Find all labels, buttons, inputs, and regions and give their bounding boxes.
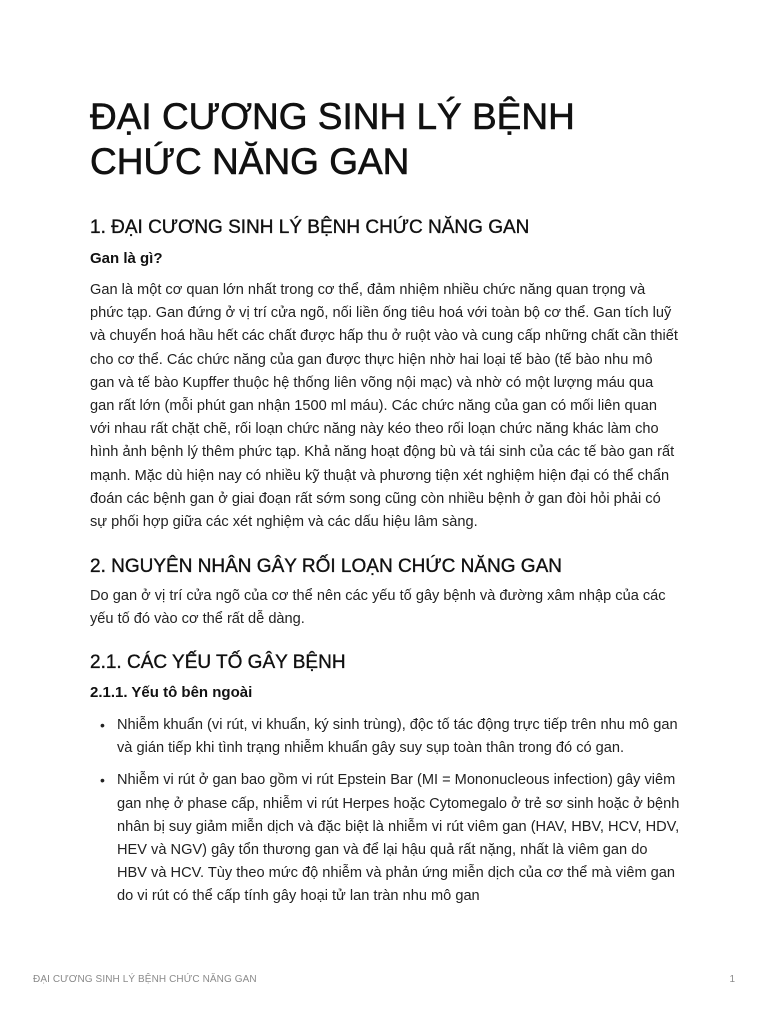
- list-item: [90, 769, 680, 908]
- section-2-paragraph: Do gan ở vị trí cửa ngõ của cơ thể nên các yếu tố gây bệnh và đường xâm nhập của các yếu tố đó vào cơ thể rất dễ dàng.: [90, 588, 666, 628]
- document-title: ĐẠI CƯƠNG SINH LÝ BỆNH CHỨC NĂNG GAN: [90, 96, 575, 182]
- footer-running-title: ĐẠI CƯƠNG SINH LÝ BỆNH CHỨC NĂNG GAN: [33, 974, 257, 985]
- section-1-heading: 1. ĐẠI CƯƠNG SINH LÝ BỆNH CHỨC NĂNG GAN: [90, 217, 530, 238]
- section-2-1-heading: 2.1. CÁC YẾU TỐ GÂY BỆNH: [90, 652, 346, 673]
- section-2-1-1-subheading: 2.1.1. Yếu tô bên ngoài: [90, 684, 253, 701]
- section-1-paragraph: Gan là một cơ quan lớn nhất trong cơ thể, đảm nhiệm nhiều chức năng quan trọng và phức tạp. Gan đứng ở vị trí cửa ngõ, nối liền ống tiêu hoá với toàn bộ cơ thể. Gan tích luỹ và chuyển hoá hầu hết các chất được hấp thu ở ruột vào và cung cấp những chất cần thiết cho cơ thể. Các chức năng của gan được thực hiện nhờ hai loại tế bào (tế bào nhu mô gan và tế bào Kupffer thuộc hệ thống liên võng nội mạc) và nhờ có một lượng máu qua gan rất lớn (mỗi phút gan nhận 1500 ml máu). Các chức năng của gan có mối liên quan với nhau rất chặt chẽ, rối loạn chức năng này kéo theo rối loạn chức năng khác làm cho hình ảnh bệnh lý thêm phức tạp. Khả năng hoạt động bù và tái sinh của các tế bào gan rất mạnh. Mặc dù hiện nay có nhiều kỹ thuật và phương tiện xét nghiệm hiện đại có thể chẩn đoán các bệnh gan ở giai đoạn rất sớm song cũng còn nhiều bệnh ở gan đòi hỏi phải có sự phối hợp giữa các xét nghiệm và các dấu hiệu lâm sàng.: [90, 282, 678, 531]
- section-2-heading: 2. NGUYÊN NHÂN GÂY RỐI LOẠN CHỨC NĂNG GAN: [90, 556, 562, 577]
- bullet-icon: •: [100, 717, 105, 733]
- list-item-text: Nhiễm vi rút ở gan bao gồm vi rút Epstein Bar (MI = Mononucleous infection) gây viêm gan nhẹ ở phase cấp, nhiễm vi rút Herpes hoặc Cytomegalo ở trẻ sơ sinh hoặc ở bệnh nhân bị suy giảm miễn dịch và đặc biệt là nhiễm vi rút viêm gan (HAV, HBV, HCV, HDV, HEV và NGV) gây tổn thương gan và để lại hậu quả rất nặng, nhất là viêm gan do HBV và HCV. Tùy theo mức độ nhiễm và phản ứng miễn dịch của cơ thể mà viêm gan do vi rút có thể cấp tính gây hoại tử lan tràn nhu mô gan: [117, 772, 680, 905]
- bullet-list: [90, 714, 680, 909]
- list-item: [90, 714, 680, 760]
- list-item-text: Nhiễm khuẩn (vi rút, vi khuẩn, ký sinh trùng), độc tố tác động trực tiếp trên nhu mô gan và gián tiếp khi tình trạng nhiễm khuẩn gây suy sụp toàn thân trong đó có gan.: [117, 717, 678, 757]
- footer-page-number: 1: [729, 974, 735, 985]
- section-1-subheading: Gan là gì?: [90, 250, 163, 267]
- bullet-icon: •: [100, 772, 105, 789]
